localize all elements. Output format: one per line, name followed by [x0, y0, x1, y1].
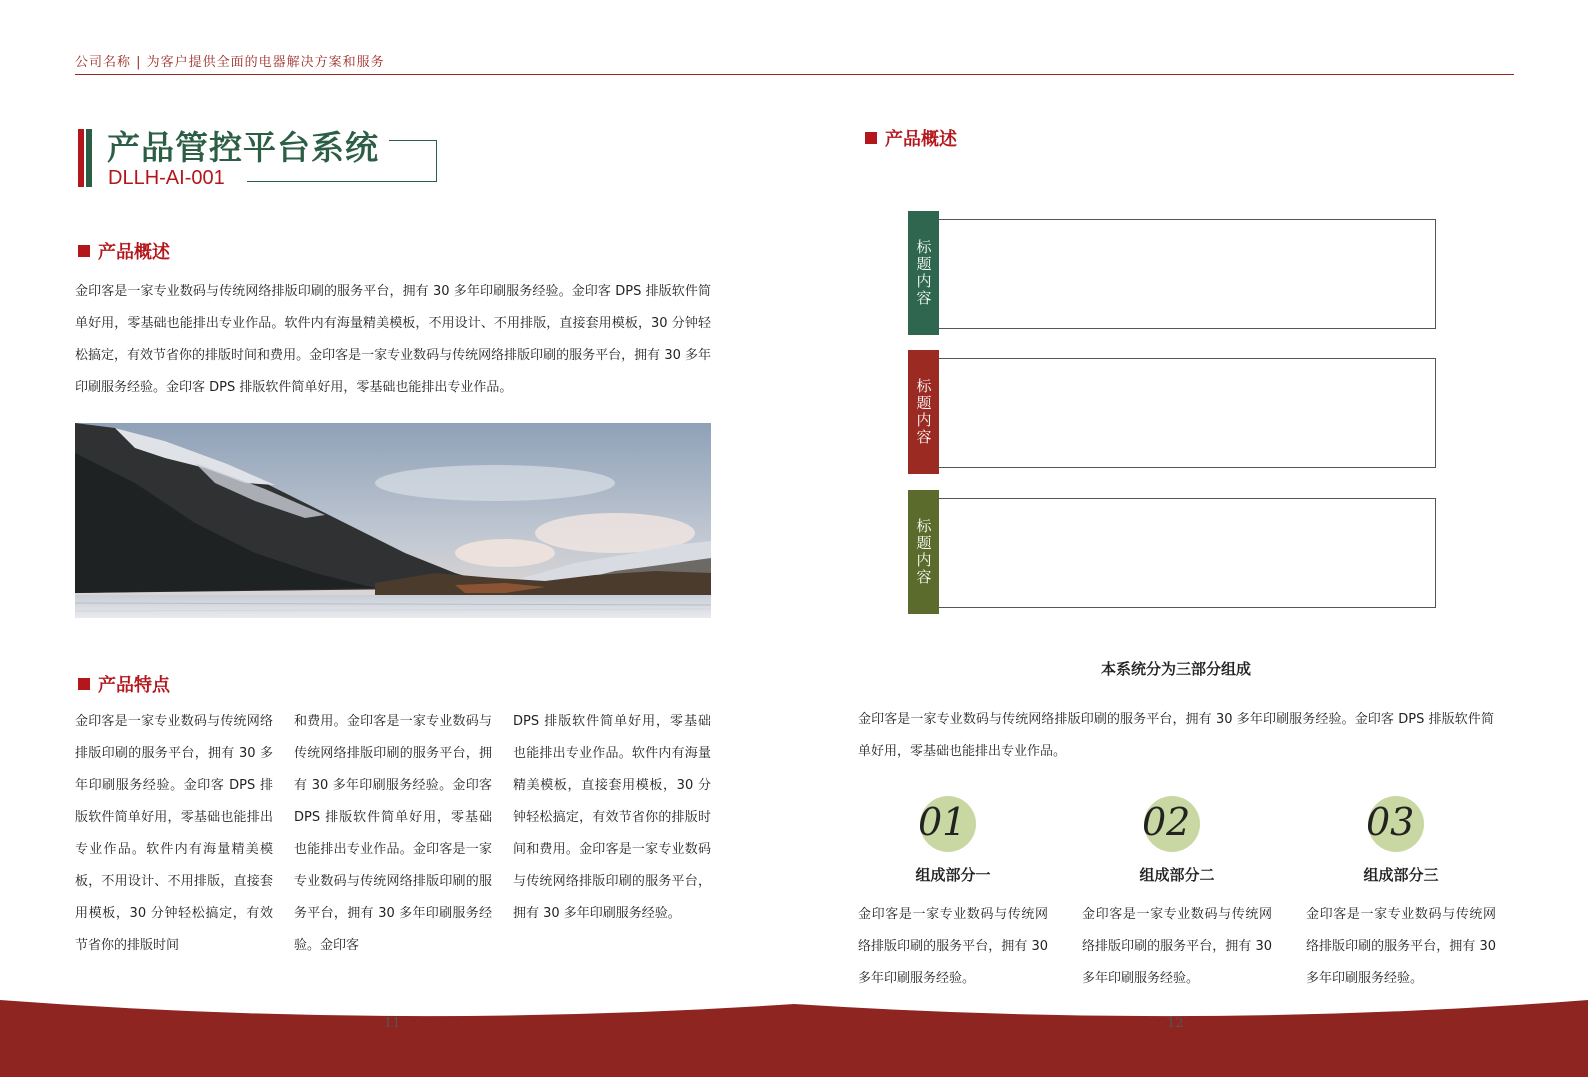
square-bullet-icon: [78, 245, 90, 257]
part-number: 03: [1366, 800, 1415, 844]
content-box-3: [908, 490, 1438, 614]
part-title: 组成部分三: [1363, 866, 1439, 884]
composition-part-2: [1082, 796, 1272, 995]
header-divider: [75, 74, 1514, 75]
content-box-tab: 标题内容: [908, 211, 939, 335]
landscape-photo: [75, 423, 711, 618]
product-code: DLLH-AI-001: [108, 167, 225, 189]
content-box-frame: [938, 498, 1436, 608]
part-text: 金印客是一家专业数码与传统网络排版印刷的服务平台，拥有 30 多年印刷服务经验。: [1082, 907, 1272, 986]
part-title: 组成部分一: [915, 866, 991, 884]
composition-part-3: [1306, 796, 1496, 995]
features-heading-label: 产品特点: [98, 675, 170, 696]
content-box-tab: 标题内容: [908, 350, 939, 474]
footer-wave: [0, 990, 1588, 1077]
square-bullet-icon: [78, 678, 90, 690]
composition-paragraph: 金印客是一家专业数码与传统网络排版印刷的服务平台，拥有 30 多年印刷服务经验。金印客 DPS 排版软件简单好用，零基础也能排出专业作品。: [858, 712, 1494, 759]
part-number: 02: [1142, 800, 1191, 844]
composition-heading: 本系统分为三部分组成: [1100, 660, 1251, 678]
content-box-frame: [938, 358, 1436, 468]
page-title: 产品管控平台系统: [107, 128, 379, 167]
title-accent-bar-red: [78, 129, 84, 187]
content-box-1: [908, 211, 1438, 335]
overview-heading-left: [78, 238, 170, 264]
composition-part-1: [858, 796, 1048, 995]
page-number-left: 11: [384, 1016, 401, 1031]
content-box-tab: 标题内容: [908, 490, 939, 614]
title-frame: [389, 140, 437, 182]
features-column-3: DPS 排版软件简单好用，零基础也能排出专业作品。软件内有海量精美模板，直接套用模板，30 分钟轻松搞定，有效节省你的排版时间和费用。金印客是一家专业数码与传统网络排版印刷的服务平台，拥有 30 多年印刷服务经验。: [513, 714, 711, 921]
content-box-2: [908, 350, 1438, 474]
part-number: 01: [918, 800, 967, 844]
features-heading: [78, 671, 170, 697]
overview-heading-right: [865, 125, 957, 151]
part-text: 金印客是一家专业数码与传统网络排版印刷的服务平台，拥有 30 多年印刷服务经验。: [1306, 907, 1496, 986]
square-bullet-icon: [865, 132, 877, 144]
content-box-frame: [938, 219, 1436, 329]
part-text: 金印客是一家专业数码与传统网络排版印刷的服务平台，拥有 30 多年印刷服务经验。: [858, 907, 1048, 986]
overview-heading-left-label: 产品概述: [98, 242, 170, 263]
header-company-tagline: 公司名称 | 为客户提供全面的电器解决方案和服务: [75, 55, 385, 70]
page-number-right: 12: [1167, 1016, 1184, 1031]
features-column-1: 金印客是一家专业数码与传统网络排版印刷的服务平台，拥有 30 多年印刷服务经验。金印客 DPS 排版软件简单好用，零基础也能排出专业作品。软件内有海量精美模板，不用设计、不用排版，直接套用模板，30 分钟轻松搞定，有效节省你的排版时间: [75, 714, 273, 953]
title-accent-bar-green: [86, 129, 92, 187]
part-title: 组成部分二: [1139, 866, 1215, 884]
overview-heading-right-label: 产品概述: [885, 129, 957, 150]
overview-paragraph-left: 金印客是一家专业数码与传统网络排版印刷的服务平台，拥有 30 多年印刷服务经验。金印客 DPS 排版软件简单好用，零基础也能排出专业作品。软件内有海量精美模板，不用设计、不用排版，直接套用模板，30 分钟轻松搞定，有效节省你的排版时间和费用。金印客是一家专业数码与传统网络排版印刷的服务平台，拥有 30 多年印刷服务经验。金印客 DPS 排版软件简单好用，零基础也能排出专业作品。: [75, 284, 711, 395]
features-column-2: 和费用。金印客是一家专业数码与传统网络排版印刷的服务平台，拥有 30 多年印刷服务经验。金印客 DPS 排版软件简单好用，零基础也能排出专业作品。金印客是一家专业数码与传统网络排版印刷的服务平台，拥有 30 多年印刷服务经验。金印客: [294, 714, 492, 953]
title-frame-underline: [247, 181, 389, 182]
